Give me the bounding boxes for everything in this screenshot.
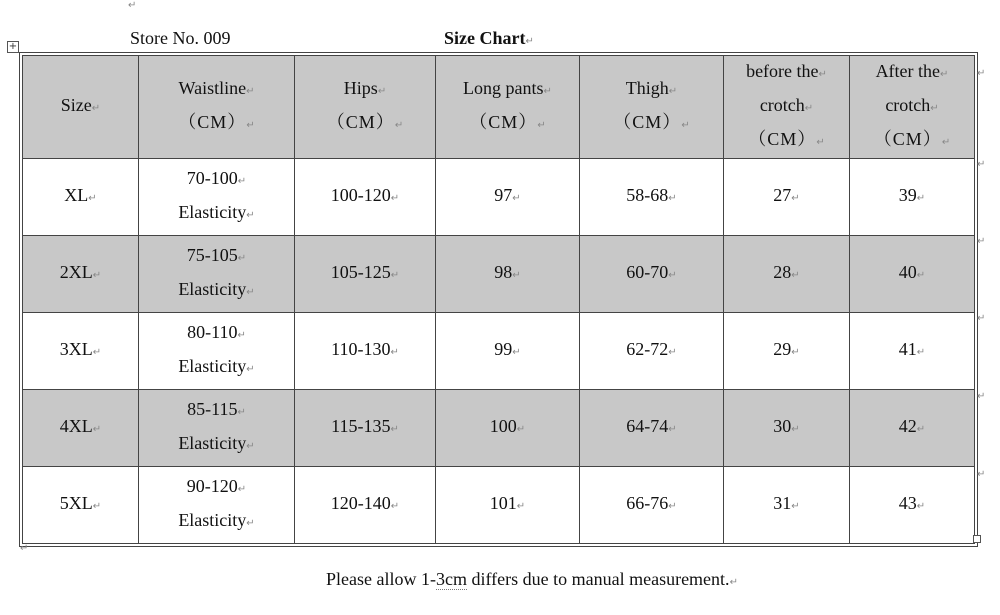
- column-header-line-text: crotch: [759, 95, 805, 115]
- paragraph-mark: ↵: [237, 407, 246, 418]
- column-header-line-text: before the: [746, 61, 819, 81]
- page-title: [444, 28, 534, 49]
- before-crotch-value: [726, 334, 847, 368]
- paragraph-mark: ↵: [92, 424, 102, 435]
- paragraph-mark: ↵: [668, 347, 677, 358]
- row-end-mark: ↵: [977, 313, 986, 324]
- column-header: [850, 56, 975, 159]
- size-value-text: XL: [64, 185, 89, 205]
- paragraph-mark: ↵: [246, 364, 255, 375]
- paragraph-mark: ↵: [668, 270, 677, 281]
- column-header-line-text: Waistline: [178, 78, 247, 98]
- thigh-value: [582, 180, 721, 214]
- waistline-value: [141, 394, 292, 428]
- column-header-line: [438, 73, 577, 107]
- column-header-line: [582, 107, 721, 141]
- table-row: [23, 236, 975, 313]
- long-pants-value: [438, 257, 577, 291]
- after-crotch-value: [852, 488, 972, 522]
- paragraph-mark: ↵: [668, 424, 677, 435]
- size-value-text: 4XL: [59, 416, 93, 436]
- waistline-value-text: Elasticity: [178, 202, 247, 222]
- waistline-value-text: Elasticity: [178, 433, 247, 453]
- column-header-line-text: （CM）: [326, 112, 395, 132]
- after-crotch-value: [852, 180, 972, 214]
- waistline-value: [141, 317, 292, 351]
- paragraph-mark: ↵: [377, 86, 387, 97]
- paragraph-mark: ↵: [92, 501, 102, 512]
- column-header-line-text: （CM）: [748, 129, 817, 149]
- paragraph-mark: ↵: [128, 0, 137, 11]
- long-pants-cell: [436, 313, 580, 390]
- paragraph-mark: ↵: [92, 270, 102, 281]
- waistline-value-text: 80-110: [187, 322, 238, 342]
- paragraph-mark: ↵: [88, 193, 97, 204]
- paragraph-mark: ↵: [940, 69, 949, 80]
- after-crotch-cell: [850, 159, 975, 236]
- column-header-line: [726, 90, 847, 124]
- column-header: [23, 56, 139, 159]
- after-crotch-cell: [850, 236, 975, 313]
- column-header: [436, 56, 580, 159]
- after-crotch-value: [852, 411, 972, 445]
- thigh-value: [582, 334, 721, 368]
- hips-value: [297, 411, 433, 445]
- long-pants-value-text: 99: [494, 339, 513, 359]
- paragraph-mark: ↵: [916, 193, 926, 204]
- hips-cell: [295, 467, 436, 544]
- paragraph-mark: ↵: [537, 120, 546, 131]
- long-pants-value-text: 101: [489, 493, 517, 513]
- paragraph-mark: ↵: [818, 69, 827, 80]
- after-crotch-value-text: 40: [898, 262, 917, 282]
- after-crotch-cell: [850, 390, 975, 467]
- paragraph-mark: ↵: [512, 270, 521, 281]
- thigh-value: [582, 411, 721, 445]
- long-pants-value: [438, 488, 577, 522]
- before-crotch-value: [726, 488, 847, 522]
- paragraph-mark: ↵: [92, 347, 102, 358]
- table-header-row: [23, 56, 975, 159]
- thigh-cell: [580, 236, 724, 313]
- hips-value: [297, 334, 433, 368]
- before-crotch-cell: [724, 313, 850, 390]
- column-header-line-text: Size: [60, 95, 92, 115]
- note-text: Please allow 1-: [326, 569, 436, 589]
- paragraph-mark: ↵: [237, 484, 247, 495]
- hips-value-text: 105-125: [330, 262, 391, 282]
- waistline-value: [141, 163, 292, 197]
- size-chart-table-frame: [19, 52, 978, 547]
- paragraph-mark: ↵: [246, 518, 255, 529]
- size-value: [25, 411, 136, 445]
- before-crotch-cell: [724, 236, 850, 313]
- column-header-line: [297, 73, 433, 107]
- waistline-value: [141, 240, 292, 274]
- paragraph-mark: ↵: [729, 577, 738, 588]
- row-end-mark: ↵: [977, 469, 986, 480]
- waistline-cell: [139, 236, 295, 313]
- long-pants-cell: [436, 467, 580, 544]
- row-end-mark: ↵: [977, 159, 986, 170]
- hips-value-text: 115-135: [331, 416, 391, 436]
- hips-value: [297, 180, 433, 214]
- size-value-text: 2XL: [59, 262, 93, 282]
- thigh-value-text: 60-70: [626, 262, 669, 282]
- paragraph-mark: ↵: [390, 193, 400, 204]
- before-crotch-cell: [724, 159, 850, 236]
- column-header-line-text: （CM）: [469, 112, 538, 132]
- size-cell: [23, 236, 139, 313]
- paragraph-mark: ↵: [941, 137, 951, 148]
- paragraph-mark: ↵: [246, 287, 255, 298]
- paragraph-mark: ↵: [668, 86, 678, 97]
- paragraph-mark: ↵: [930, 103, 939, 114]
- column-header-line-text: Long pants: [463, 78, 544, 98]
- before-crotch-value: [726, 180, 847, 214]
- column-header-line-text: （CM）: [873, 129, 942, 149]
- long-pants-value: [438, 180, 577, 214]
- thigh-value-text: 58-68: [626, 185, 669, 205]
- column-header-line-text: Thigh: [625, 78, 669, 98]
- column-header: [139, 56, 295, 159]
- column-header-line: [141, 73, 292, 107]
- note-text: differs due to manual measurement.: [466, 569, 730, 589]
- paragraph-mark: ↵: [791, 270, 800, 281]
- long-pants-value: [438, 334, 577, 368]
- hips-value: [297, 257, 433, 291]
- table-row: [23, 159, 975, 236]
- column-header-line: [141, 107, 292, 141]
- hips-cell: [295, 159, 436, 236]
- before-crotch-value-text: 30: [773, 416, 792, 436]
- waistline-value: [141, 428, 292, 462]
- paragraph-mark: ↵: [237, 330, 246, 341]
- paragraph-mark: ↵: [791, 347, 800, 358]
- waistline-value: [141, 274, 292, 308]
- long-pants-cell: [436, 236, 580, 313]
- paragraph-mark: ↵: [804, 103, 814, 114]
- column-header-line: [852, 56, 972, 90]
- thigh-value-text: 62-72: [626, 339, 669, 359]
- hips-value-text: 110-130: [331, 339, 391, 359]
- waistline-value-text: 70-100: [186, 168, 238, 188]
- paragraph-mark: ↵: [916, 424, 926, 435]
- paragraph-mark: ↵: [791, 501, 800, 512]
- paragraph-mark: ↵: [516, 424, 526, 435]
- long-pants-value-text: 97: [494, 185, 513, 205]
- paragraph-mark: ↵: [916, 347, 926, 358]
- paragraph-mark: ↵: [543, 86, 552, 97]
- column-header-line-text: After the: [875, 61, 941, 81]
- size-value: [25, 334, 136, 368]
- paragraph-mark: ↵: [390, 501, 400, 512]
- column-header-line: [438, 107, 577, 141]
- paragraph-mark: ↵: [246, 441, 255, 452]
- paragraph-mark: ↵: [390, 270, 400, 281]
- paragraph-mark: ↵: [516, 501, 526, 512]
- size-value: [25, 257, 136, 291]
- thigh-value-text: 66-76: [626, 493, 669, 513]
- column-header-line: [852, 90, 972, 124]
- column-header-line-text: （CM）: [613, 112, 682, 132]
- size-value-text: 5XL: [59, 493, 93, 513]
- size-value: [25, 180, 136, 214]
- row-end-mark: ↵: [977, 68, 986, 79]
- paragraph-mark: ↵: [246, 210, 255, 221]
- hips-cell: [295, 390, 436, 467]
- paragraph-mark: ↵: [246, 120, 255, 131]
- column-header-line-text: （CM）: [178, 112, 247, 132]
- long-pants-value-text: 100: [489, 416, 517, 436]
- thigh-value-text: 64-74: [626, 416, 669, 436]
- row-end-mark: ↵: [977, 391, 986, 402]
- long-pants-value: [438, 411, 577, 445]
- before-crotch-value: [726, 411, 847, 445]
- waistline-value: [141, 505, 292, 539]
- after-crotch-cell: [850, 313, 975, 390]
- after-crotch-value: [852, 257, 972, 291]
- note-underlined-text: 3cm: [435, 569, 467, 589]
- table-row: [23, 313, 975, 390]
- size-cell: [23, 313, 139, 390]
- measurement-note: [326, 569, 738, 590]
- waistline-value-text: Elasticity: [178, 510, 247, 530]
- paragraph-mark: ↵: [237, 253, 247, 264]
- hips-value-text: 100-120: [330, 185, 391, 205]
- waistline-value-text: 90-120: [186, 476, 238, 496]
- column-header-line: [726, 124, 847, 158]
- thigh-cell: [580, 390, 724, 467]
- before-crotch-value-text: 31: [773, 493, 792, 513]
- waistline-cell: [139, 159, 295, 236]
- waistline-value: [141, 351, 292, 385]
- thigh-value: [582, 257, 721, 291]
- long-pants-cell: [436, 159, 580, 236]
- paragraph-mark: ↵: [668, 193, 677, 204]
- after-crotch-value-text: 41: [898, 339, 917, 359]
- paragraph-mark: ↵: [394, 120, 404, 131]
- after-crotch-cell: [850, 467, 975, 544]
- paragraph-mark: ↵: [681, 120, 690, 131]
- size-value: [25, 488, 136, 522]
- table-move-handle-icon[interactable]: +: [8, 41, 18, 52]
- paragraph-mark: ↵: [512, 347, 521, 358]
- paragraph-mark: ↵: [816, 137, 825, 148]
- size-value-text: 3XL: [59, 339, 93, 359]
- column-header-line-text: crotch: [885, 95, 931, 115]
- paragraph-mark: ↵: [916, 501, 926, 512]
- waistline-value-text: Elasticity: [178, 356, 247, 376]
- paragraph-mark: ↵: [237, 176, 247, 187]
- table-row: [23, 467, 975, 544]
- paragraph-mark: ↵: [668, 501, 677, 512]
- hips-cell: [295, 313, 436, 390]
- thigh-value: [582, 488, 721, 522]
- thigh-cell: [580, 313, 724, 390]
- paragraph-mark: ↵: [20, 543, 29, 554]
- hips-value: [297, 488, 433, 522]
- before-crotch-value-text: 28: [773, 262, 792, 282]
- waistline-cell: [139, 390, 295, 467]
- after-crotch-value-text: 43: [898, 493, 917, 513]
- store-number: Store No. 009: [130, 28, 231, 48]
- long-pants-cell: [436, 390, 580, 467]
- column-header-line-text: Hips: [343, 78, 378, 98]
- table-row: [23, 390, 975, 467]
- column-header-line: [726, 56, 847, 90]
- waistline-value-text: 75-105: [186, 245, 238, 265]
- column-header-line: [297, 107, 433, 141]
- table-resize-handle[interactable]: [973, 535, 981, 543]
- thigh-cell: [580, 467, 724, 544]
- paragraph-mark: ↵: [390, 424, 399, 435]
- paragraph-mark: ↵: [791, 193, 800, 204]
- column-header: [295, 56, 436, 159]
- hips-cell: [295, 236, 436, 313]
- paragraph-mark: ↵: [390, 347, 399, 358]
- row-end-mark: ↵: [977, 236, 986, 247]
- waistline-value: [141, 471, 292, 505]
- waistline-value: [141, 197, 292, 231]
- hips-value-text: 120-140: [330, 493, 391, 513]
- column-header-line: [852, 124, 972, 158]
- size-cell: [23, 390, 139, 467]
- column-header-line: [25, 90, 136, 124]
- before-crotch-cell: [724, 390, 850, 467]
- paragraph-mark: ↵: [525, 36, 534, 47]
- column-header: [724, 56, 850, 159]
- paragraph-mark: ↵: [916, 270, 926, 281]
- waistline-cell: [139, 313, 295, 390]
- column-header-line: [582, 73, 721, 107]
- waistline-value-text: 85-115: [187, 399, 238, 419]
- paragraph-mark: ↵: [791, 424, 800, 435]
- size-cell: [23, 467, 139, 544]
- waistline-value-text: Elasticity: [178, 279, 247, 299]
- column-header: [580, 56, 724, 159]
- waistline-cell: [139, 467, 295, 544]
- paragraph-mark: ↵: [246, 86, 255, 97]
- before-crotch-cell: [724, 467, 850, 544]
- size-cell: [23, 159, 139, 236]
- paragraph-mark: ↵: [512, 193, 521, 204]
- after-crotch-value-text: 42: [898, 416, 917, 436]
- before-crotch-value-text: 27: [773, 185, 792, 205]
- thigh-cell: [580, 159, 724, 236]
- after-crotch-value: [852, 334, 972, 368]
- after-crotch-value-text: 39: [898, 185, 917, 205]
- long-pants-value-text: 98: [494, 262, 513, 282]
- before-crotch-value: [726, 257, 847, 291]
- paragraph-mark: ↵: [91, 103, 101, 114]
- size-chart-table: [22, 55, 975, 544]
- title-text: Size Chart: [444, 28, 526, 48]
- before-crotch-value-text: 29: [773, 339, 792, 359]
